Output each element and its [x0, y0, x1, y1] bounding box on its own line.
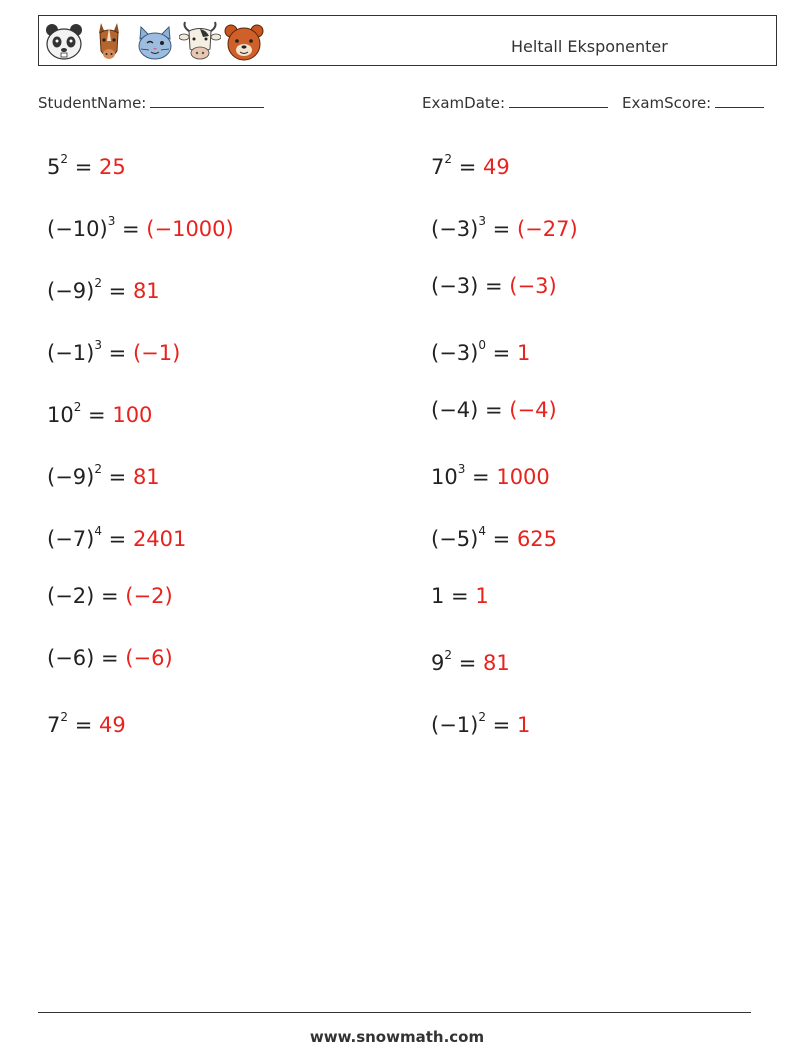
problem-answer: (−1000) — [146, 217, 234, 241]
problem-row — [47, 334, 180, 367]
problem-base: 10 — [431, 465, 458, 489]
problem-row — [47, 396, 152, 429]
problem-answer: 25 — [98, 155, 126, 179]
problem-exponent: 2 — [60, 710, 69, 724]
equals-sign: = — [485, 341, 517, 365]
exam-score-label: ExamScore: — [622, 94, 712, 112]
cat-icon — [135, 21, 175, 63]
problem-row — [431, 706, 530, 739]
exam-score-blank[interactable] — [715, 93, 764, 108]
problem-base: (−9) — [47, 465, 95, 489]
problem-base: (−7) — [47, 527, 95, 551]
problem-row — [47, 148, 126, 181]
equals-sign: = — [478, 398, 510, 422]
problem-exponent: 3 — [478, 214, 486, 228]
problem-row — [431, 272, 557, 300]
problem-answer: (−2) — [125, 584, 173, 608]
problem-row — [47, 706, 126, 739]
equals-sign: = — [101, 279, 133, 303]
problem-base: 10 — [47, 403, 74, 427]
problem-exponent: 3 — [457, 462, 466, 476]
problem-answer: 100 — [112, 403, 153, 427]
problem-row — [431, 458, 550, 491]
problem-base: (−1) — [431, 713, 479, 737]
problem-base: (−4) — [431, 398, 479, 422]
student-name-field — [38, 93, 264, 112]
problem-base: (−3) — [431, 341, 479, 365]
problem-base: 9 — [431, 651, 445, 675]
student-name-blank[interactable] — [150, 93, 264, 108]
problem-base: (−3) — [431, 274, 479, 298]
problem-base: (−2) — [47, 584, 95, 608]
problem-answer: (−1) — [132, 341, 181, 365]
problem-row — [47, 210, 234, 243]
problem-base: 1 — [431, 584, 445, 608]
problem-base: 7 — [431, 155, 445, 179]
problem-exponent: 4 — [478, 524, 486, 538]
equals-sign: = — [101, 465, 133, 489]
problem-row — [47, 272, 160, 305]
problem-row — [431, 396, 557, 424]
problem-answer: 49 — [482, 155, 510, 179]
equals-sign: = — [115, 217, 147, 241]
problem-exponent: 2 — [60, 152, 69, 166]
student-name-label: StudentName: — [38, 94, 147, 112]
equals-sign: = — [444, 584, 476, 608]
problem-answer: 1000 — [496, 465, 550, 489]
problem-exponent: 0 — [478, 338, 486, 352]
problem-exponent: 2 — [478, 710, 486, 724]
problem-row — [47, 520, 186, 553]
equals-sign: = — [485, 217, 517, 241]
problem-row — [47, 458, 160, 491]
exam-score-field — [622, 93, 764, 112]
problem-exponent: 2 — [94, 276, 102, 290]
equals-sign: = — [452, 651, 483, 675]
problem-base: 5 — [47, 155, 61, 179]
worksheet-header — [38, 15, 777, 66]
equals-sign: = — [94, 646, 126, 670]
problem-row — [47, 582, 173, 610]
problem-row — [431, 644, 510, 677]
equals-sign: = — [101, 341, 133, 365]
problem-exponent: 2 — [444, 152, 453, 166]
bear-icon — [223, 21, 265, 63]
problem-exponent: 3 — [94, 338, 102, 352]
problem-answer: 2401 — [132, 527, 187, 551]
exam-date-blank[interactable] — [509, 93, 608, 108]
exam-date-field — [422, 93, 608, 112]
equals-sign: = — [485, 527, 517, 551]
problem-answer: 1 — [516, 713, 531, 737]
problem-answer: (−3) — [509, 274, 557, 298]
problem-answer: 49 — [98, 713, 126, 737]
problem-answer: 81 — [132, 465, 160, 489]
equals-sign: = — [452, 155, 483, 179]
problem-row — [431, 210, 578, 243]
problem-exponent: 2 — [94, 462, 102, 476]
problem-base: (−10) — [47, 217, 108, 241]
problem-answer: 1 — [516, 341, 531, 365]
worksheet-title: Heltall Eksponenter — [511, 37, 668, 56]
equals-sign: = — [81, 403, 113, 427]
cow-icon — [179, 21, 221, 63]
equals-sign: = — [68, 155, 99, 179]
problem-base: (−5) — [431, 527, 479, 551]
problem-row — [431, 334, 530, 367]
equals-sign: = — [101, 527, 133, 551]
problem-base: (−6) — [47, 646, 95, 670]
problem-base: (−9) — [47, 279, 95, 303]
problem-answer: 81 — [482, 651, 510, 675]
problem-row — [431, 148, 510, 181]
problem-row — [431, 520, 557, 553]
problem-answer: (−4) — [509, 398, 557, 422]
problem-base: 7 — [47, 713, 61, 737]
problem-exponent: 2 — [73, 400, 82, 414]
equals-sign: = — [465, 465, 497, 489]
problem-exponent: 2 — [444, 648, 453, 662]
problem-base: (−1) — [47, 341, 95, 365]
equals-sign: = — [94, 584, 126, 608]
footer-url: www.snowmath.com — [309, 1028, 485, 1046]
problem-exponent: 4 — [94, 524, 102, 538]
problem-answer: (−27) — [516, 217, 578, 241]
problem-row — [431, 582, 489, 610]
equals-sign: = — [485, 713, 517, 737]
exam-date-label: ExamDate: — [422, 94, 506, 112]
problem-answer: (−6) — [125, 646, 173, 670]
problem-answer: 81 — [132, 279, 160, 303]
footer-divider — [38, 1012, 751, 1013]
problem-answer: 1 — [475, 584, 489, 608]
equals-sign: = — [68, 713, 99, 737]
equals-sign: = — [478, 274, 510, 298]
problem-exponent: 3 — [107, 214, 116, 228]
problem-answer: 625 — [516, 527, 558, 551]
panda-icon — [43, 21, 85, 63]
problem-row — [47, 644, 173, 672]
problem-base: (−3) — [431, 217, 479, 241]
horse-icon — [93, 21, 125, 63]
